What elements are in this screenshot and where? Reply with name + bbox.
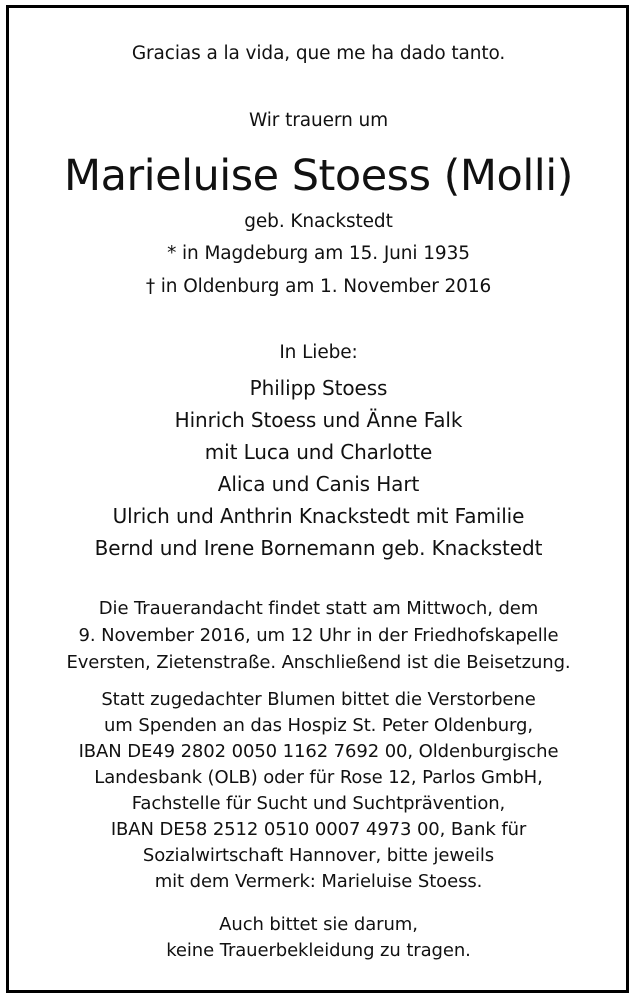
closing-line: Auch bittet sie darum,	[219, 914, 418, 935]
mourner-line: Bernd und Irene Bornemann geb. Knackstedt	[94, 536, 543, 560]
motto: Gracias a la vida, que me ha dado tanto.	[131, 43, 506, 64]
donation-line: Statt zugedachter Blumen bittet die Verstorbene	[101, 689, 536, 710]
love-label: In Liebe:	[279, 342, 358, 363]
birth-name: geb. Knackstedt	[244, 211, 393, 232]
donation-line: mit dem Vermerk: Marieluise Stoess.	[154, 871, 483, 892]
birth-info: * in Magdeburg am 15. Juni 1935	[167, 243, 470, 264]
donation-line: Landesbank (OLB) oder für Rose 12, Parlos GmbH,	[94, 767, 543, 788]
service-line: Die Trauerandacht findet statt am Mittwoch, dem	[98, 598, 539, 619]
donation-line: um Spenden an das Hospiz St. Peter Oldenburg,	[104, 715, 533, 736]
deceased-name: Marieluise Stoess (Molli)	[64, 151, 573, 201]
donation-line: IBAN DE58 2512 0510 0007 4973 00, Bank für	[110, 819, 527, 840]
service-line: Eversten, Zietenstraße. Anschließend ist die Beisetzung.	[66, 652, 571, 673]
mourner-line: Hinrich Stoess und Änne Falk	[174, 408, 463, 432]
service-line: 9. November 2016, um 12 Uhr in der Friedhofskapelle	[78, 625, 559, 646]
closing-line: keine Trauerbekleidung zu tragen.	[166, 940, 471, 961]
mourner-line: Alica und Canis Hart	[217, 472, 420, 496]
mourner-line: Ulrich und Anthrin Knackstedt mit Familie	[112, 504, 525, 528]
donation-line: IBAN DE49 2802 0050 1162 7692 00, Oldenburgische	[78, 741, 559, 762]
intro-text: Wir trauern um	[248, 110, 389, 131]
donation-line: Fachstelle für Sucht und Suchtprävention,	[131, 793, 506, 814]
death-info: † in Oldenburg am 1. November 2016	[145, 276, 492, 297]
donation-line: Sozialwirtschaft Hannover, bitte jeweils	[142, 845, 495, 866]
mourner-line: Philipp Stoess	[249, 376, 388, 400]
mourner-line: mit Luca und Charlotte	[204, 440, 433, 464]
